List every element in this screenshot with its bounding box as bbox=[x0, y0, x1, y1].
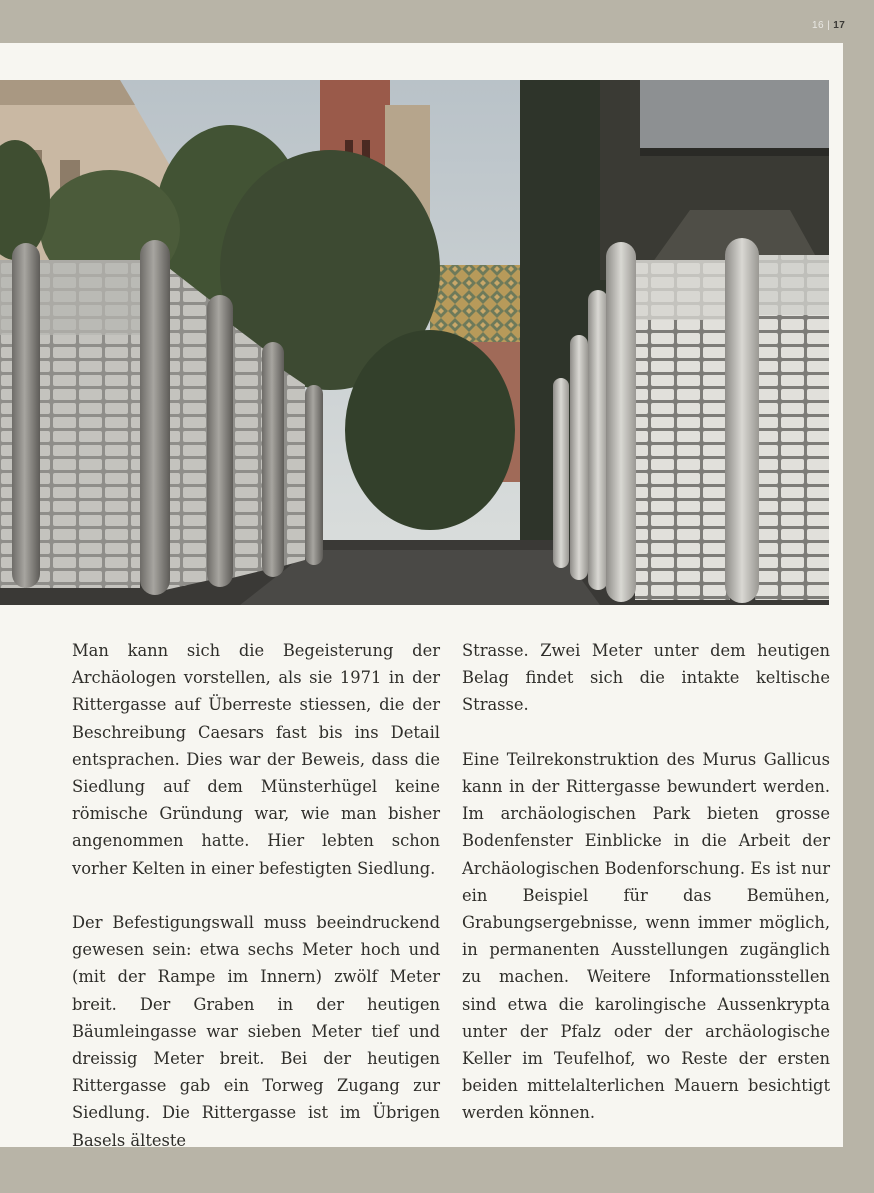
right-text-column bbox=[462, 637, 830, 1127]
photo-rendering-icon bbox=[0, 80, 829, 605]
page-number-current: 17 bbox=[833, 20, 846, 31]
left-paragraph-2: Der Befestigungswall muss beeindruckend gewesen sein: etwa sechs Meter hoch und (mit der Rampe im Innern) zwölf Meter breit. Der Graben in der heutigen Bäumleingasse war sieben Meter tief und dreissig Meter breit. Bei der heutigen Rittergasse gab ein Torweg Zugang zur Siedlung. Die Rittergasse ist im Übrigen Basels älteste bbox=[72, 913, 440, 1150]
right-paragraph-1: Strasse. Zwei Meter unter dem heutigen Belag findet sich die intakte keltische Strasse. bbox=[462, 641, 830, 715]
page-number bbox=[812, 20, 845, 31]
left-text-column bbox=[72, 637, 440, 1154]
left-paragraph-1: Man kann sich die Begeisterung der Archäologen vorstellen, als sie 1971 in der Rittergasse auf Überreste stiessen, die der Beschreibung Caesars fast bis ins Detail entsprachen. Dies war der Beweis, dass die Siedlung auf dem Münsterhügel keine römische Gründung war, wie man bisher angenommen hatte. Hier lebten schon vorher Kelten in einer befestigten Siedlung. bbox=[72, 641, 440, 878]
page-number-separator: | bbox=[827, 20, 831, 31]
page-number-previous: 16 bbox=[812, 20, 825, 31]
right-paragraph-2: Eine Teilrekonstruktion des Murus Gallicus kann in der Rittergasse bewundert werden. Im archäologischen Park bieten grosse Bodenfenster Einblicke in die Arbeit der Archäologischen Bodenforschung. Es ist nur ein Beispiel für das Bemühen, Grabungsergebnisse, wenn immer möglich, in permanenten Ausstellungen zugänglich zu machen. Weitere Informationsstellen sind etwa die karolingische Aussenkrypta unter der Pfalz oder der archäologische Keller im Teufelhof, wo Reste der ersten beiden mittelalterlichen Mauern besichtigt werden können. bbox=[462, 749, 830, 1123]
street-rendering-photo bbox=[0, 80, 829, 605]
